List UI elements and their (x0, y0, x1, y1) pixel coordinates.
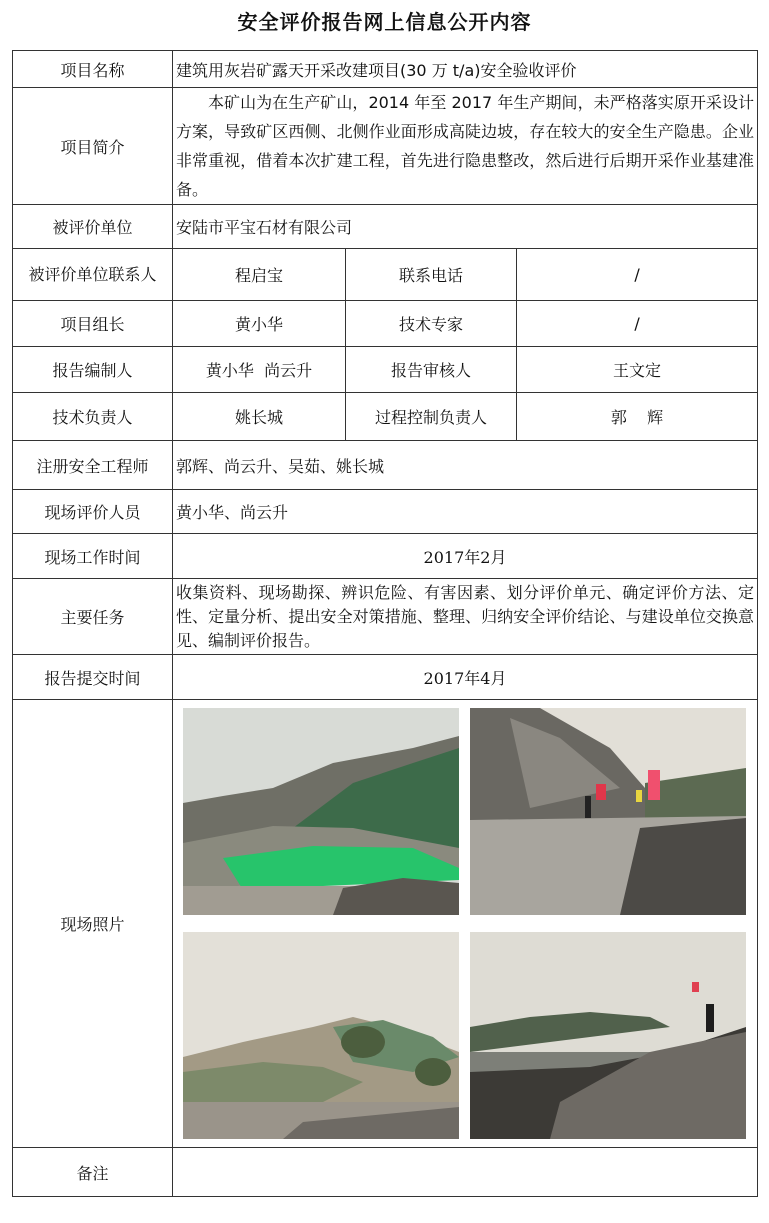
row-tasks (13, 579, 758, 655)
row-submit-time (13, 655, 758, 700)
expert-value: / (517, 301, 758, 347)
site-photo-3 (183, 932, 459, 1139)
contact-label: 被评价单位联系人 (13, 249, 173, 301)
process-control-value: 郭 辉 (517, 393, 758, 441)
row-engineers (13, 441, 758, 490)
leader-value: 黄小华 (173, 301, 346, 347)
project-name-label: 项目名称 (13, 51, 173, 88)
phone-value: / (517, 249, 758, 301)
site-photo-1 (183, 708, 459, 915)
process-control-label: 过程控制负责人 (346, 393, 517, 441)
info-table (12, 50, 758, 1197)
row-photos (13, 700, 758, 1148)
row-site-time (13, 534, 758, 579)
evaluated-unit-value: 安陆市平宝石材有限公司 (173, 205, 758, 249)
leader-label: 项目组长 (13, 301, 173, 347)
site-photo-4 (470, 932, 746, 1139)
project-intro-label: 项目简介 (13, 88, 173, 205)
site-photo-2 (470, 708, 746, 915)
row-project-name (13, 51, 758, 88)
compiler-value: 黄小华 尚云升 (173, 347, 346, 393)
row-compiler (13, 347, 758, 393)
row-evaluated-unit (13, 205, 758, 249)
site-staff-label: 现场评价人员 (13, 490, 173, 534)
compiler-label: 报告编制人 (13, 347, 173, 393)
site-time-value: 2017年2月 (173, 534, 758, 579)
site-staff-value: 黄小华、尚云升 (173, 490, 758, 534)
engineers-label: 注册安全工程师 (13, 441, 173, 490)
tasks-label: 主要任务 (13, 579, 173, 655)
row-site-staff (13, 490, 758, 534)
row-contact (13, 249, 758, 301)
photos-label: 现场照片 (13, 700, 173, 1148)
row-tech-lead (13, 393, 758, 441)
tech-lead-label: 技术负责人 (13, 393, 173, 441)
phone-label: 联系电话 (346, 249, 517, 301)
row-project-intro (13, 88, 758, 205)
submit-time-value: 2017年4月 (173, 655, 758, 700)
project-intro-value: 本矿山为在生产矿山，2014 年至 2017 年生产期间，未严格落实原开采设计方案，导致矿区西侧、北侧作业面形成高陡边坡，存在较大的安全生产隐患。企业非常重视，借着本次扩建工程，首先进行隐患整改，然后进行后期开采作业基建准备。 (176, 93, 755, 199)
project-name-value: 建筑用灰岩矿露天开采改建项目(30 万 t/a)安全验收评价 (173, 51, 758, 88)
evaluated-unit-label: 被评价单位 (13, 205, 173, 249)
submit-time-label: 报告提交时间 (13, 655, 173, 700)
reviewer-label: 报告审核人 (346, 347, 517, 393)
remarks-label: 备注 (13, 1148, 173, 1197)
site-time-label: 现场工作时间 (13, 534, 173, 579)
row-remarks (13, 1148, 758, 1197)
expert-label: 技术专家 (346, 301, 517, 347)
engineers-value: 郭辉、尚云升、吴茹、姚长城 (173, 441, 758, 490)
tasks-value: 收集资料、现场勘探、辨识危险、有害因素、划分评价单元、确定评价方法、定性、定量分析、提出安全对策措施、整理、归纳安全评价结论、与建设单位交换意见、编制评价报告。 (176, 582, 755, 650)
remarks-value (173, 1148, 758, 1197)
tech-lead-value: 姚长城 (173, 393, 346, 441)
contact-value: 程启宝 (173, 249, 346, 301)
reviewer-value: 王文定 (517, 347, 758, 393)
row-leader (13, 301, 758, 347)
site-photos (173, 700, 757, 1147)
page-title: 安全评价报告网上信息公开内容 (237, 10, 532, 34)
